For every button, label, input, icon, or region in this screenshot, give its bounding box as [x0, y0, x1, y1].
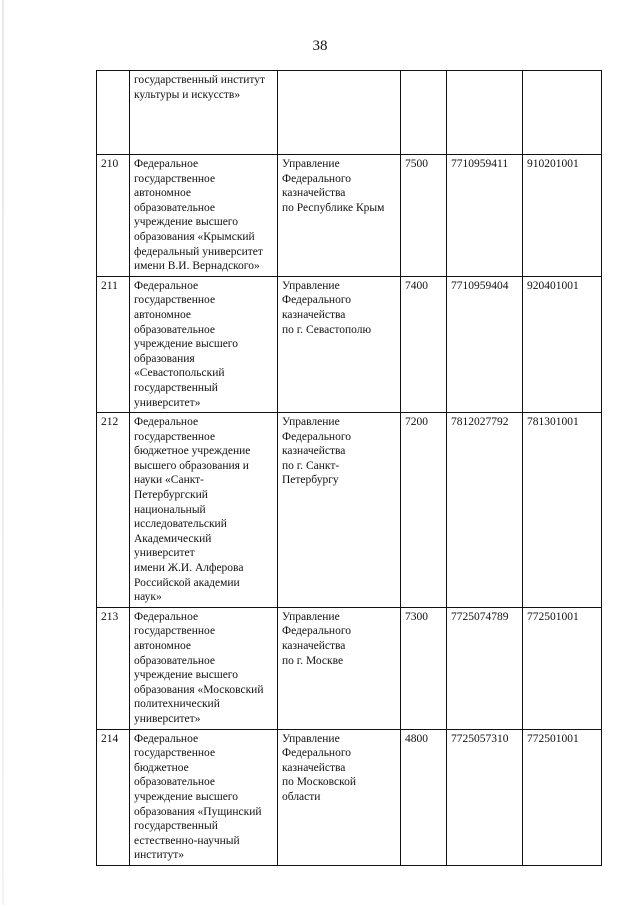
table-row — [97, 276, 602, 412]
institution-name: Федеральное государственное бюджетное учреждение высшего образования и науки «Санкт- Петербургский национальный исследовательский Академический университет имени Ж.И. Алферова Российской академии наук» — [130, 413, 278, 608]
table-row — [97, 71, 602, 155]
institution-name: Федеральное государственное автономное образовательное учреждение высшего образования «Севастопольский государственный университет» — [130, 276, 278, 412]
row-number: 211 — [97, 276, 130, 412]
kpp-number: 920401001 — [523, 276, 602, 412]
institution-name: Федеральное государственное автономное образовательное учреждение высшего образования «Московский политехнический университет» — [130, 607, 278, 729]
inn-number: 7725057310 — [447, 729, 523, 865]
treasury-code — [401, 71, 447, 155]
page-number: 38 — [312, 38, 328, 54]
kpp-number: 772501001 — [523, 607, 602, 729]
treasury-office: Управление Федерального казначейства по Московской области — [278, 729, 401, 865]
kpp-number: 781301001 — [523, 413, 602, 608]
treasury-code: 7400 — [401, 276, 447, 412]
treasury-office: Управление Федерального казначейства по г. Москве — [278, 607, 401, 729]
kpp-number: 772501001 — [523, 729, 602, 865]
registry-table — [96, 70, 602, 866]
institution-name: Федеральное государственное бюджетное образовательное учреждение высшего образования «Пущинский государственный естественно-научный институт» — [130, 729, 278, 865]
kpp-number: 910201001 — [523, 155, 602, 277]
treasury-code: 7300 — [401, 607, 447, 729]
row-number: 213 — [97, 607, 130, 729]
table-row — [97, 607, 602, 729]
treasury-code: 4800 — [401, 729, 447, 865]
treasury-office: Управление Федерального казначейства по г. Севастополю — [278, 276, 401, 412]
inn-number — [447, 71, 523, 155]
table-row — [97, 413, 602, 608]
institution-name: Федеральное государственное автономное образовательное учреждение высшего образования «Крымский федеральный университет имени В.И. Вернадского» — [130, 155, 278, 277]
row-number: 214 — [97, 729, 130, 865]
row-number: 210 — [97, 155, 130, 277]
inn-number: 7710959404 — [447, 276, 523, 412]
inn-number: 7710959411 — [447, 155, 523, 277]
inn-number: 7812027792 — [447, 413, 523, 608]
inn-number: 7725074789 — [447, 607, 523, 729]
kpp-number — [523, 71, 602, 155]
treasury-code: 7500 — [401, 155, 447, 277]
table-row — [97, 729, 602, 865]
treasury-office — [278, 71, 401, 155]
institution-name: государственный институт культуры и искусств» — [130, 71, 278, 155]
scan-edge-shadow — [2, 0, 4, 905]
row-number — [97, 71, 130, 155]
row-number: 212 — [97, 413, 130, 608]
treasury-code: 7200 — [401, 413, 447, 608]
table-row — [97, 155, 602, 277]
treasury-office: Управление Федерального казначейства по Республике Крым — [278, 155, 401, 277]
treasury-office: Управление Федерального казначейства по г. Санкт- Петербургу — [278, 413, 401, 608]
